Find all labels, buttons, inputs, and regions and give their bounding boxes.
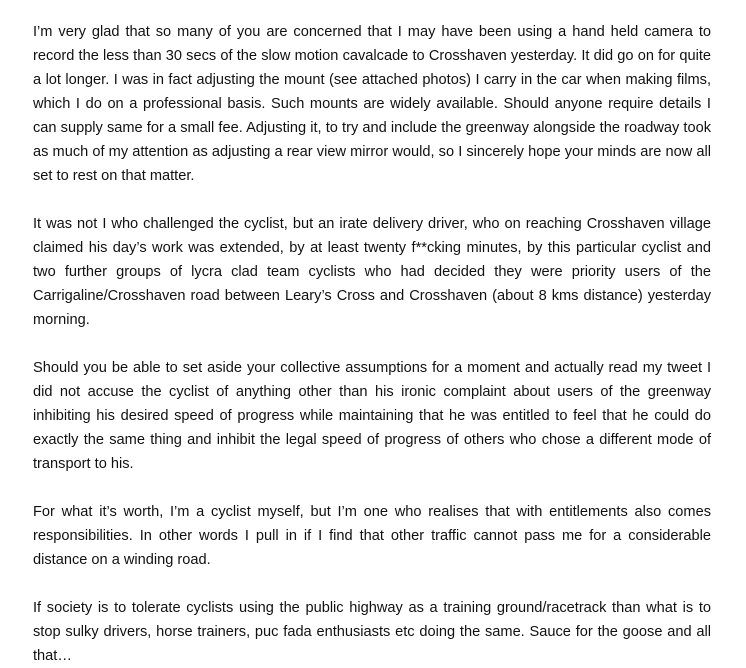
paragraph-5: If society is to tolerate cyclists using the public highway as a training ground/racetrack than what is to stop sulky drivers, horse trainers, puc fada enthusiasts etc doing the same. Sauce for the goose and all that… <box>33 600 711 664</box>
document-body <box>33 20 711 668</box>
paragraph-3: Should you be able to set aside your collective assumptions for a moment and actually read my tweet I did not accuse the cyclist of anything other than his ironic complaint about users of the greenway inhibiting his desired speed of progress while maintaining that he was entitled to feel that he could do exactly the same thing and inhibit the legal speed of progress of others who chose a different mode of transport to his. <box>33 360 711 472</box>
paragraph-4: For what it’s worth, I’m a cyclist myself, but I’m one who realises that with entitlements also comes responsibilities. In other words I pull in if I find that other traffic cannot pass me for a considerable distance on a winding road. <box>33 504 711 568</box>
paragraph-1: I’m very glad that so many of you are concerned that I may have been using a hand held camera to record the less than 30 secs of the slow motion cavalcade to Crosshaven yesterday. It did go on for quite a lot longer. I was in fact adjusting the mount (see attached photos) I carry in the car when making films, which I do on a professional basis. Such mounts are widely available. Should anyone require details I can supply same for a small fee. Adjusting it, to try and include the greenway alongside the roadway took as much of my attention as adjusting a rear view mirror would, so I sincerely hope your minds are now all set to rest on that matter. <box>33 24 711 184</box>
paragraph-2: It was not I who challenged the cyclist, but an irate delivery driver, who on reaching Crosshaven village claimed his day’s work was extended, by at least twenty f**cking minutes, by this particular cyclist and two further groups of lycra clad team cyclists who had decided they were priority users of the Carrigaline/Crosshaven road between Leary’s Cross and Crosshaven (about 8 kms distance) yesterday morning. <box>33 216 711 328</box>
